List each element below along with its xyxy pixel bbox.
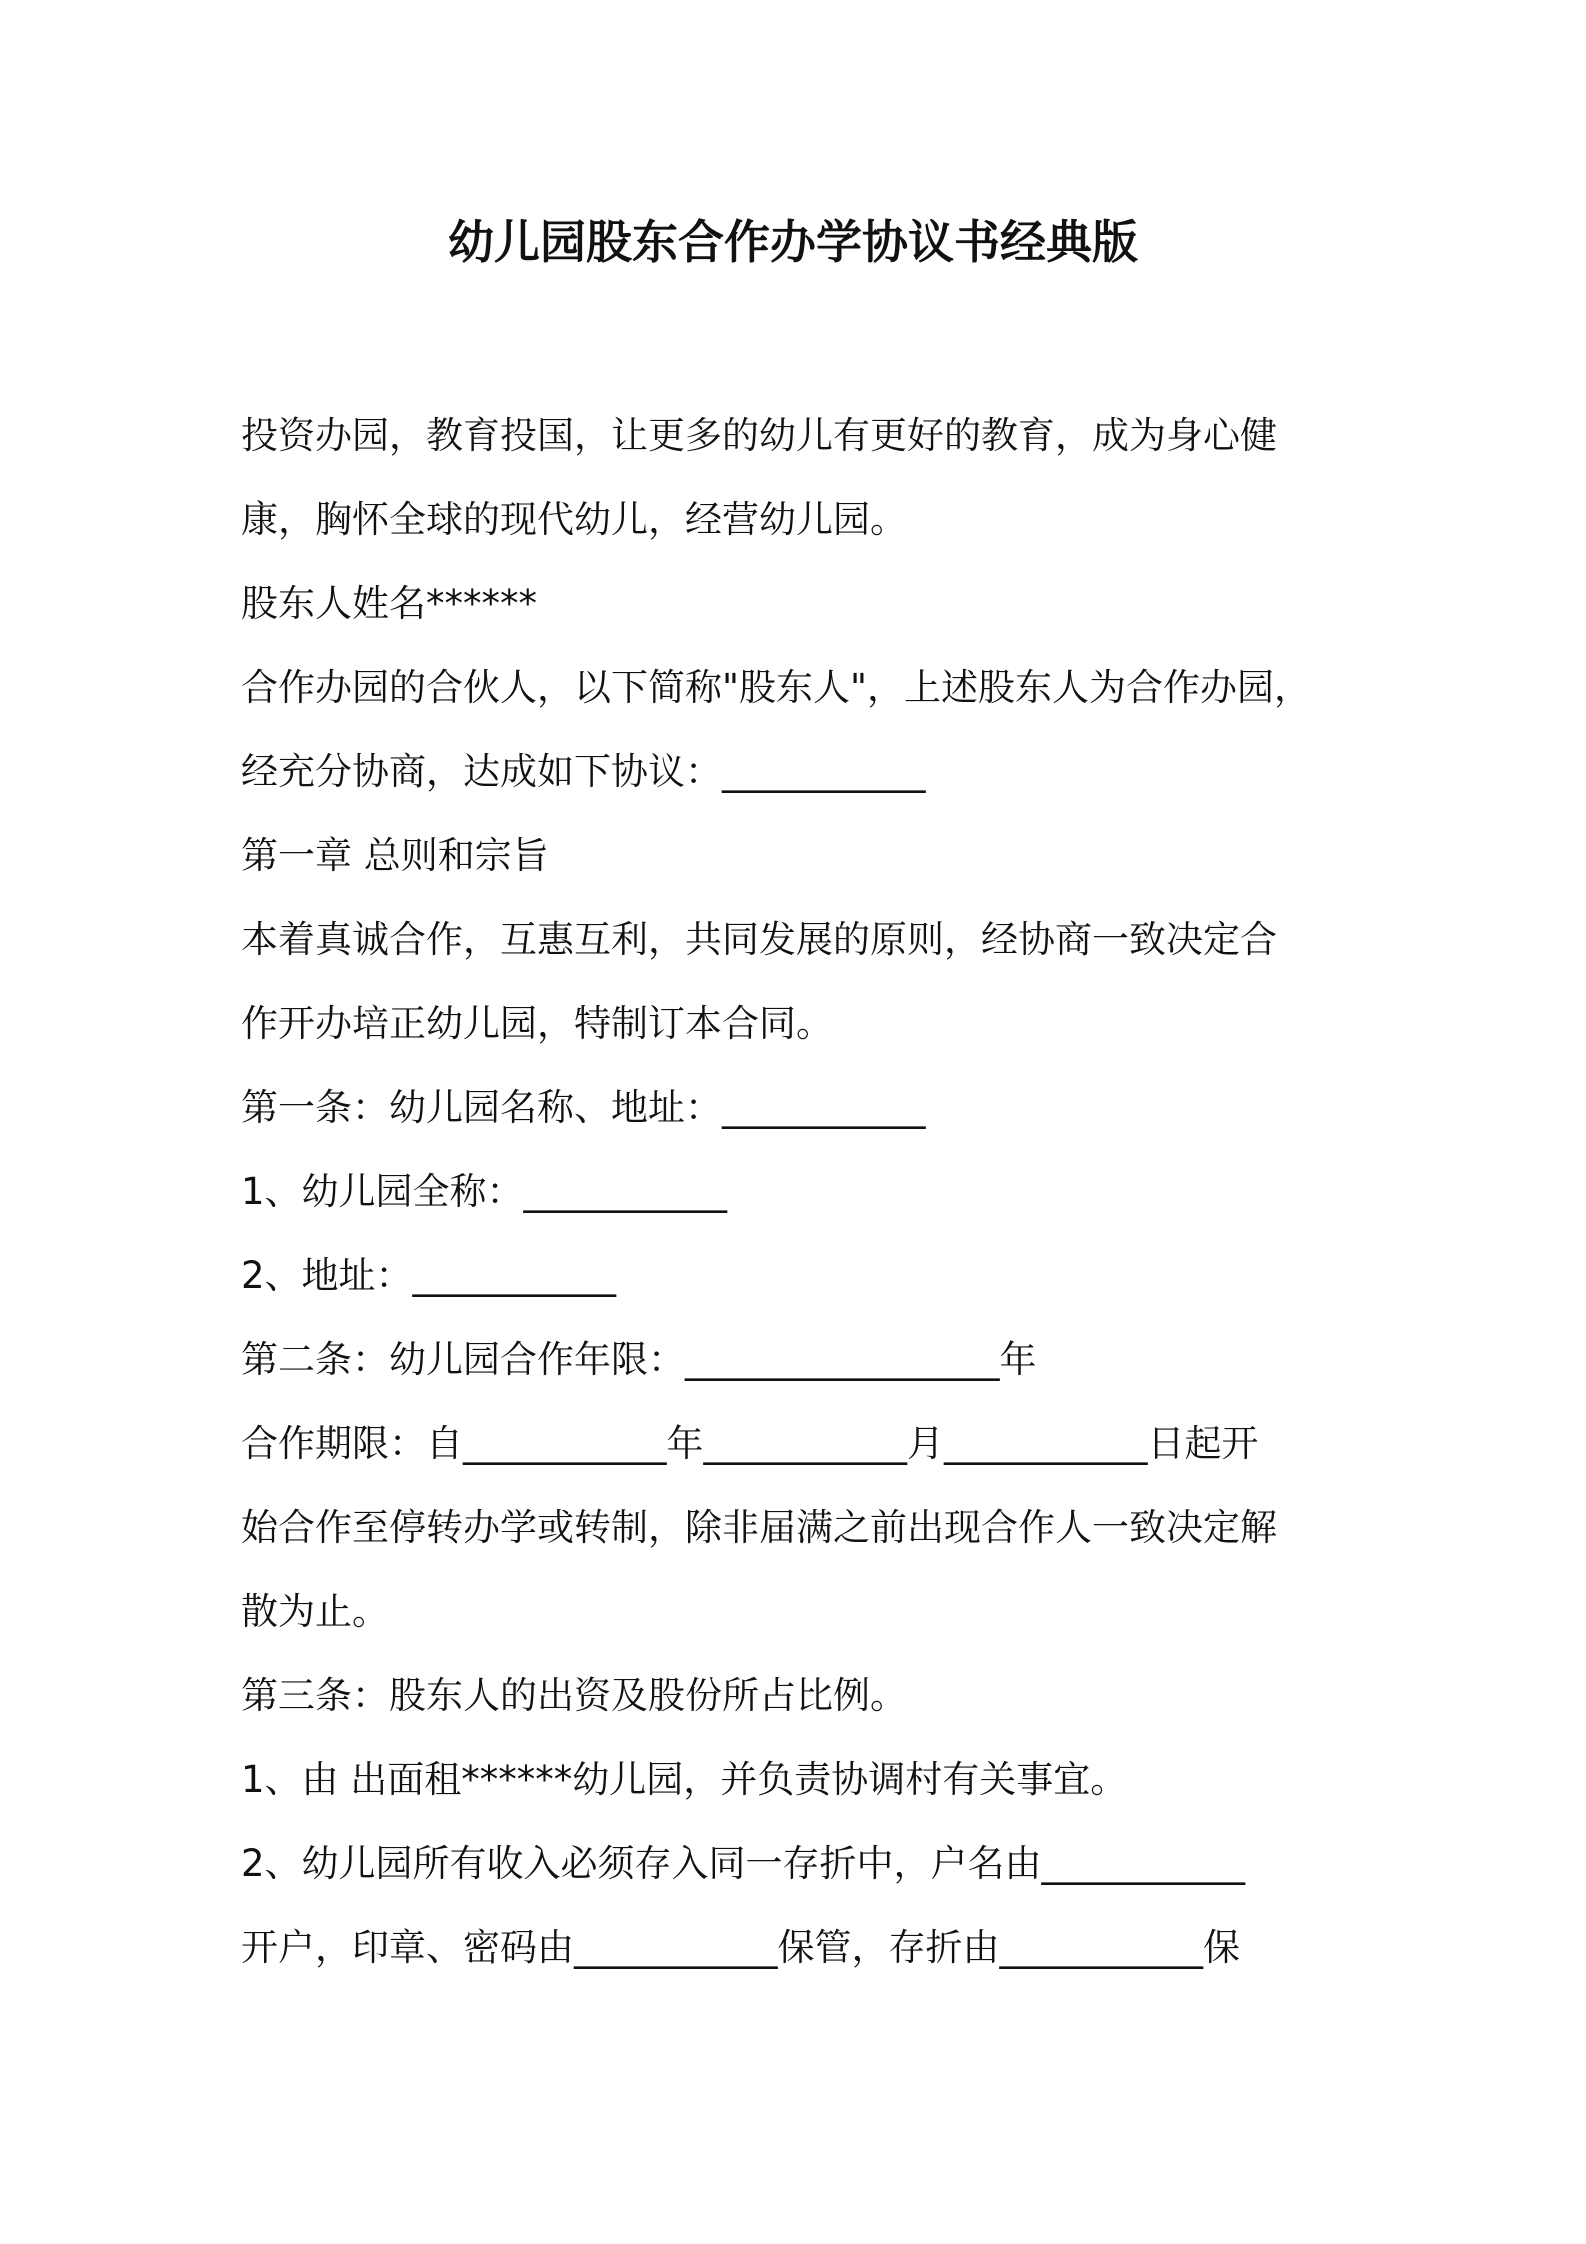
- list-item: 2、幼儿园所有收入必须存入同一存折中，户名由___________: [241, 1842, 1246, 1885]
- list-item: 2、地址：___________: [241, 1254, 617, 1297]
- article-heading: 第一条：幼儿园名称、地址：___________: [241, 1086, 926, 1129]
- paragraph-line: 合作期限：自___________年___________月___________日起开: [241, 1422, 1259, 1465]
- paragraph-line: 合作办园的合伙人，以下简称"股东人"，上述股东人为合作办园，: [241, 666, 1312, 709]
- list-item: 1、由 出面租******幼儿园，并负责协调村有关事宜。: [241, 1758, 1128, 1801]
- list-item: 1、幼儿园全称：___________: [241, 1170, 728, 1213]
- chapter-heading: 第一章 总则和宗旨: [241, 834, 549, 877]
- paragraph-line: 作开办培正幼儿园，特制订本合同。: [241, 1002, 833, 1045]
- paragraph-line: 开户，印章、密码由___________保管，存折由___________保: [241, 1926, 1240, 1969]
- paragraph-line: 经充分协商，达成如下协议：___________: [241, 750, 926, 793]
- paragraph-line: 投资办园，教育投国，让更多的幼儿有更好的教育，成为身心健: [241, 414, 1277, 457]
- article-heading: 第三条：股东人的出资及股份所占比例。: [241, 1674, 907, 1717]
- paragraph-line: 始合作至停转办学或转制，除非届满之前出现合作人一致决定解: [241, 1506, 1277, 1549]
- paragraph-line: 散为止。: [241, 1590, 389, 1633]
- document-title: 幼儿园股东合作办学协议书经典版: [448, 215, 1138, 269]
- shareholder-name-line: 股东人姓名******: [241, 582, 537, 625]
- paragraph-line: 康，胸怀全球的现代幼儿，经营幼儿园。: [241, 498, 907, 541]
- paragraph-line: 本着真诚合作，互惠互利，共同发展的原则，经协商一致决定合: [241, 918, 1277, 961]
- article-heading: 第二条：幼儿园合作年限：_________________年: [241, 1338, 1037, 1381]
